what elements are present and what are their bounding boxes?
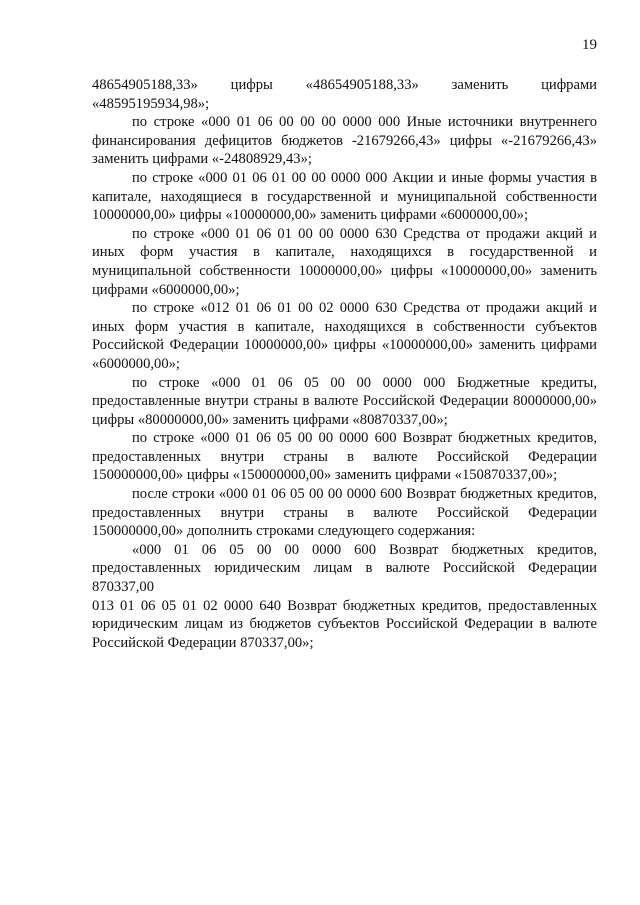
paragraph-amendment: по строке «000 01 06 05 00 00 0000 000 Бюджетные кредиты, предоставленные внутри страны в валюте Российской Федерации 80000000,00» цифры «80000000,00» заменить цифрами «80870337,00»; [92, 374, 597, 428]
paragraph-amendment: по строке «000 01 06 05 00 00 0000 600 Возврат бюджетных кредитов, предоставленных внутри страны в валюте Российской Федерации 150000000,00» цифры «150000000,00» заменить цифрами «150870337,00»; [92, 430, 597, 484]
paragraph-continuation: 48654905188,33» цифры «48654905188,33» заменить цифрами «48595195934,98»; [92, 77, 597, 112]
paragraph-amendment: по строке «000 01 06 01 00 00 0000 630 Средства от продажи акций и иных форм участия в капитале, находящихся в государственной и муниципальной собственности 10000000,00» цифры «10000000,00» заменить цифрами «6000000,00»; [92, 225, 597, 298]
paragraph-amendment: по строке «012 01 06 01 00 02 0000 630 Средства от продажи акций и иных форм участия в капитале, находящихся в собственности субъектов Российской Федерации 10000000,00» цифры «10000000,00» заменить цифрами «6000000,00»; [92, 300, 597, 372]
paragraph-inserted-line: 013 01 06 05 01 02 0000 640 Возврат бюджетных кредитов, предоставленных юридическим лицам из бюджетов субъектов Российской Федерации в валюте Российской Федерации 870337,00»; [92, 597, 597, 651]
paragraph-amendment: по строке «000 01 06 01 00 00 0000 000 Акции и иные формы участия в капитале, находящиеся в государственной и муниципальной собственности 10000000,00» цифры «10000000,00» заменить цифрами «6000000,00»; [92, 169, 597, 224]
paragraph-inserted-line: «000 01 06 05 00 00 0000 600 Возврат бюджетных кредитов, предоставленных юридическим лицам в валюте Российской Федерации 870337,00 [92, 541, 597, 596]
page-number: 19 [582, 37, 597, 53]
document-body [92, 76, 597, 652]
paragraph-amendment: по строке «000 01 06 00 00 00 0000 000 Иные источники внутреннего финансирования дефицитов бюджетов -21679266,43» цифры «-21679266,43» заменить цифрами «-24808929,43»; [92, 114, 597, 168]
paragraph-amendment: после строки «000 01 06 05 00 00 0000 600 Возврат бюджетных кредитов, предоставленных внутри страны в валюте Российской Федерации 150000000,00» дополнить строками следующего содержания: [92, 486, 597, 540]
